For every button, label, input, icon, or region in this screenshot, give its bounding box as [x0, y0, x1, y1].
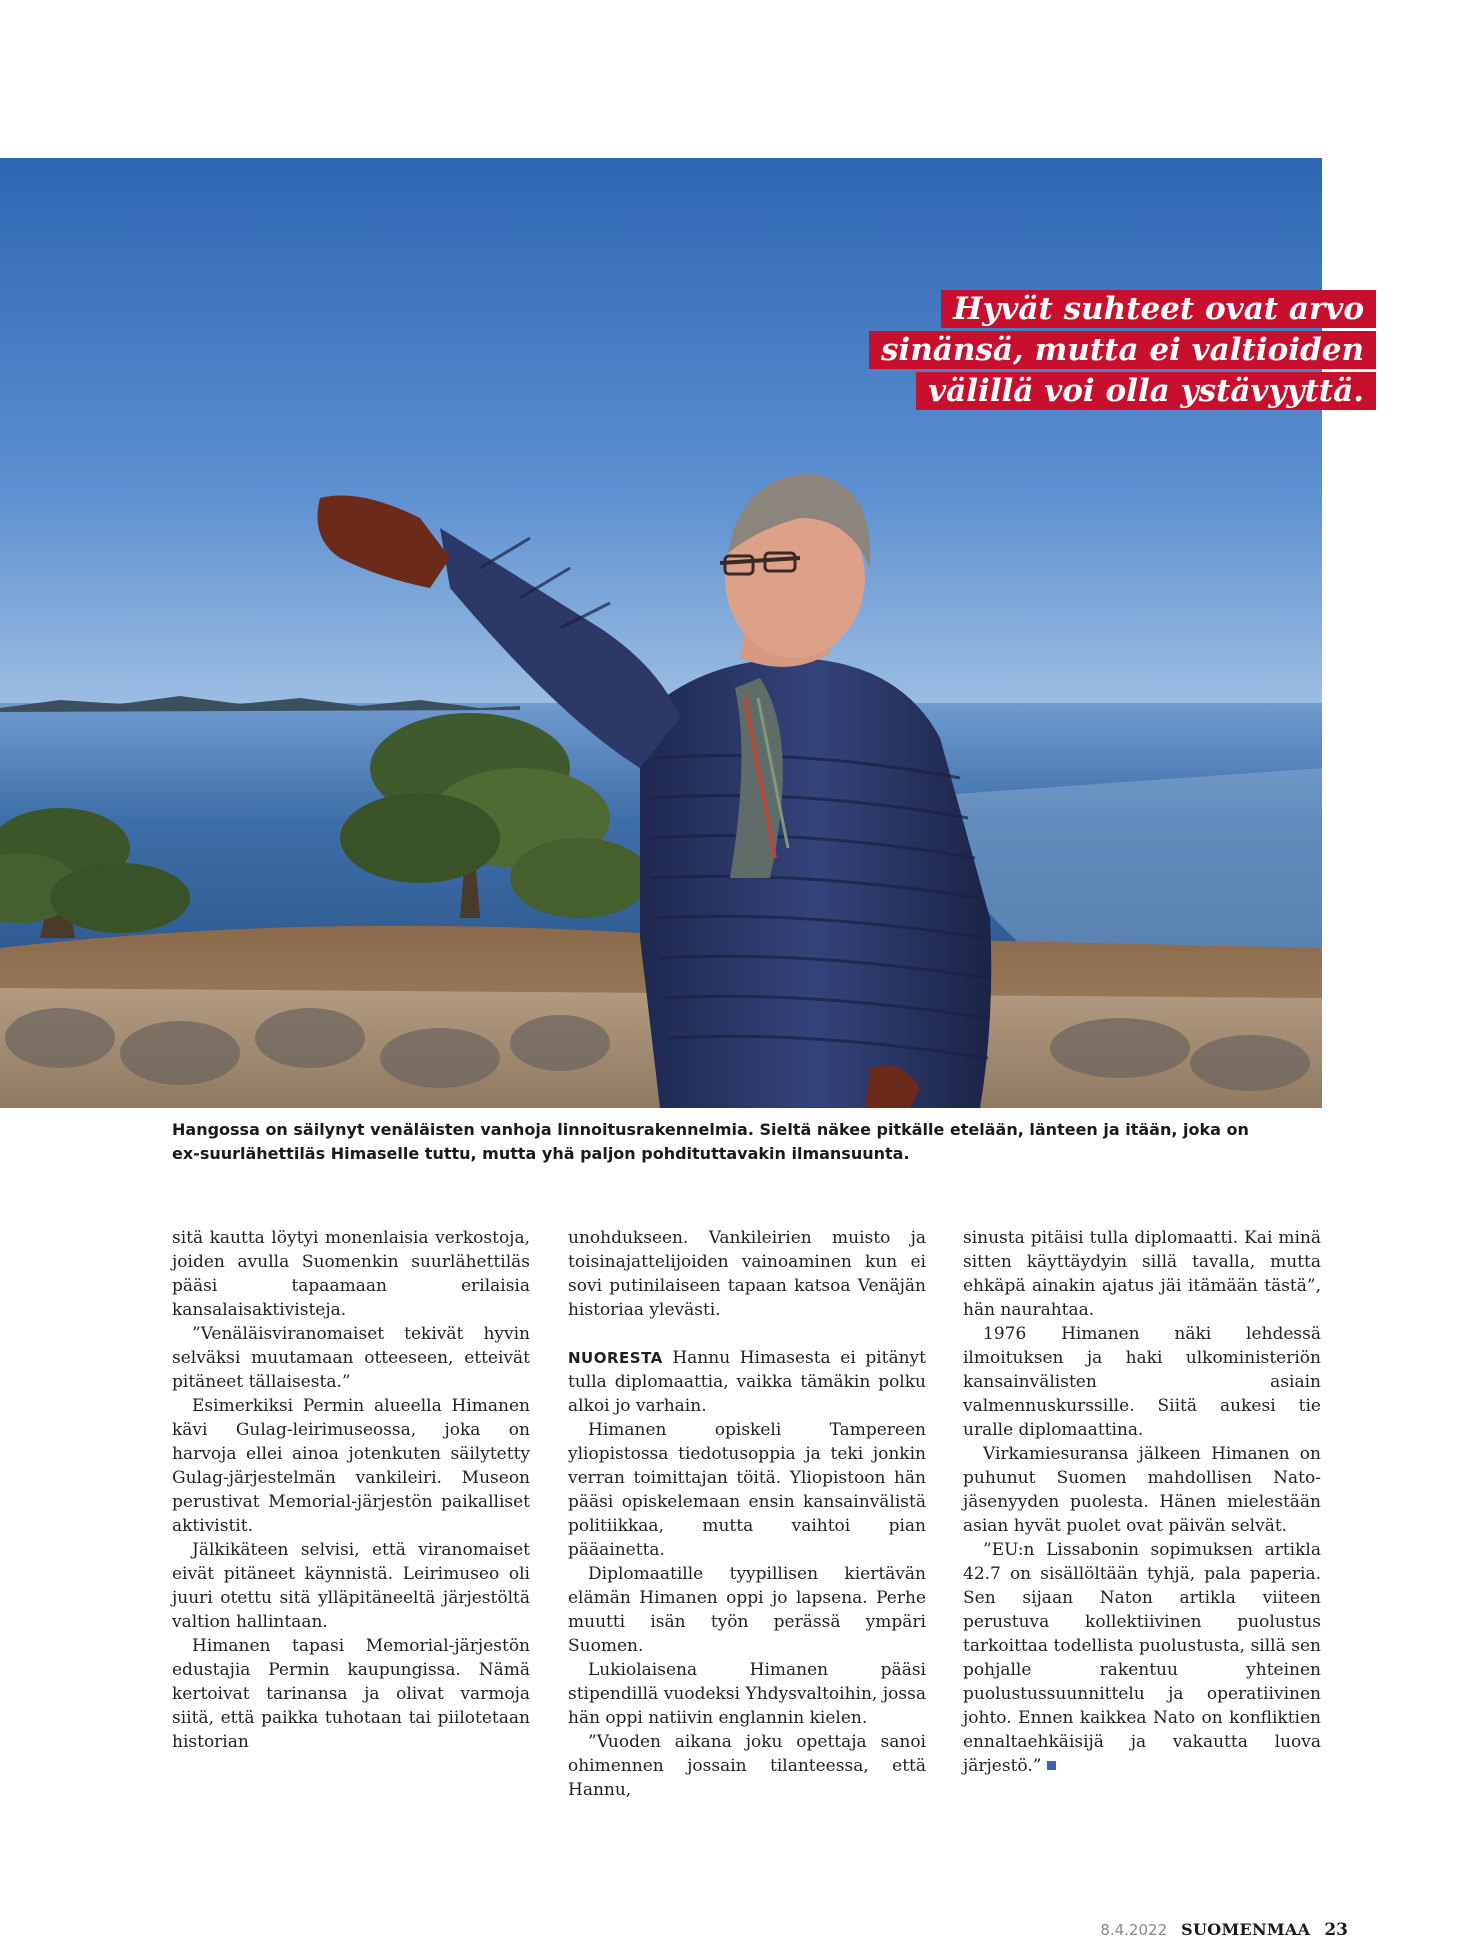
- page-number: 23: [1324, 1920, 1348, 1940]
- pull-quote: [856, 290, 1376, 413]
- paragraph: Esimerkiksi Permin alueella Himanen kävi Gulag-leirimuseossa, joka on harvoja ellei ainoa jotenkuten säilytetty Gulag-järjestelmän vankileiri. Museon perustivat Memorial-järjestön paikalliset aktivistit.: [172, 1396, 530, 1536]
- paragraph: sinusta pitäisi tulla diplomaatti. Kai minä sitten käyttäydyin sillä tavalla, mutta ehkäpä ainakin ajatus jäi itämään tästä”, hän naurahtaa.: [963, 1228, 1321, 1320]
- pull-quote-text: sinänsä, mutta ei valtioiden: [869, 331, 1376, 369]
- paragraph: ”Venäläisviranomaiset tekivät hyvin selväksi muutamaan otteeseen, etteivät pitäneet tällaisesta.”: [172, 1324, 530, 1392]
- column-3: [963, 1226, 1321, 1778]
- paragraph: sitä kautta löytyi monenlaisia verkostoja, joiden avulla Suomenkin suurlähettiläs pääsi tapaamaan erilaisia kansalaisaktivisteja.: [172, 1228, 530, 1320]
- paragraph: Himanen opiskeli Tampereen yliopistossa tiedotusoppia ja teki jonkin verran toimittajan töitä. Yliopistoon hän pääsi opiskelemaan ensin kansainvälistä politiikkaa, mutta vaihtoi pian pääainetta.: [568, 1420, 926, 1560]
- column-2: [568, 1226, 926, 1802]
- paragraph: 1976 Himanen näki lehdessä ilmoituksen ja haki ulkoministeriön kansainvälisten asiain valmennuskurssille. Siitä aukesi tie uralle diplomaattina.: [963, 1324, 1321, 1440]
- column-1: [172, 1226, 530, 1754]
- section-lead-word: NUORESTA: [568, 1349, 663, 1367]
- paragraph: Diplomaatille tyypillisen kiertävän elämän Himanen oppi jo lapsena. Perhe muutti isän työn perässä ympäri Suomen.: [568, 1564, 926, 1656]
- paragraph: Himanen tapasi Memorial-järjestön edustajia Permin kaupungissa. Nämä kertoivat tarinansa ja olivat varmoja siitä, että paikka tuhotaan tai piilotetaan historian: [172, 1636, 530, 1752]
- paragraph: Virkamiesuransa jälkeen Himanen on puhunut Suomen mahdollisen Nato-jäsenyyden puolesta. Hänen mielestään asian hyvät puolet ovat päivän selvät.: [963, 1444, 1321, 1536]
- paragraph: Lukiolaisena Himanen pääsi stipendillä vuodeksi Yhdysvaltoihin, jossa hän oppi natiivin englannin kielen.: [568, 1660, 926, 1728]
- final-paragraph: [963, 1538, 1321, 1778]
- section-lead-text: Hannu Himasesta ei pitänyt tulla diplomaattia, vaikka tämäkin polku alkoi jo varhain.: [568, 1348, 926, 1416]
- paragraph: ”Vuoden aikana joku opettaja sanoi ohimennen jossain tilanteessa, että Hannu,: [568, 1732, 926, 1800]
- pull-quote-line: [856, 290, 1376, 328]
- photo-caption: Hangossa on säilynyt venäläisten vanhoja linnoitusrakennelmia. Sieltä näkee pitkälle etelään, länteen ja itään, joka on ex-suurlähettiläs Himaselle tuttu, mutta yhä paljon pohdituttavakin ilmansuunta.: [172, 1120, 1249, 1163]
- final-paragraph-text: ”EU:n Lissabonin sopimuksen artikla 42.7 on sisällöltään tyhjä, pala paperia. Sen sijaan Naton artikla viiteen perustuva kollektiivinen puolustus tarkoittaa todellista puolustusta, sillä sen pohjalle rakentuu yhteinen puolustussuunnittelu ja operatiivinen johto. Ennen kaikkea Nato on konfliktien ennaltaehkäisijä ja vakautta luova järjestö.”: [963, 1540, 1321, 1776]
- pull-quote-text: välillä voi olla ystävyyttä.: [916, 372, 1376, 410]
- article-body: [172, 1226, 1322, 1800]
- pull-quote-line: [856, 331, 1376, 369]
- paragraph: Jälkikäteen selvisi, että viranomaiset eivät pitäneet käynnistä. Leirimuseo oli juuri otettu sitä ylläpitäneeltä järjestöltä valtion hallintaan.: [172, 1540, 530, 1632]
- pull-quote-text: Hyvät suhteet ovat arvo: [941, 290, 1376, 328]
- issue-date: 8.4.2022: [1100, 1921, 1168, 1939]
- magazine-name: SUOMENMAA: [1181, 1920, 1311, 1939]
- page-footer: [1100, 1920, 1348, 1940]
- section-lead-paragraph: [568, 1346, 926, 1418]
- pull-quote-line: [856, 372, 1376, 410]
- paragraph: unohdukseen. Vankileirien muisto ja toisinajattelijoiden vainoaminen kun ei sovi putinilaiseen tapaan katsoa Venäjän historiaa ylevästi.: [568, 1228, 926, 1320]
- square-end-mark-icon: [1047, 1761, 1056, 1770]
- sky: [0, 158, 1322, 703]
